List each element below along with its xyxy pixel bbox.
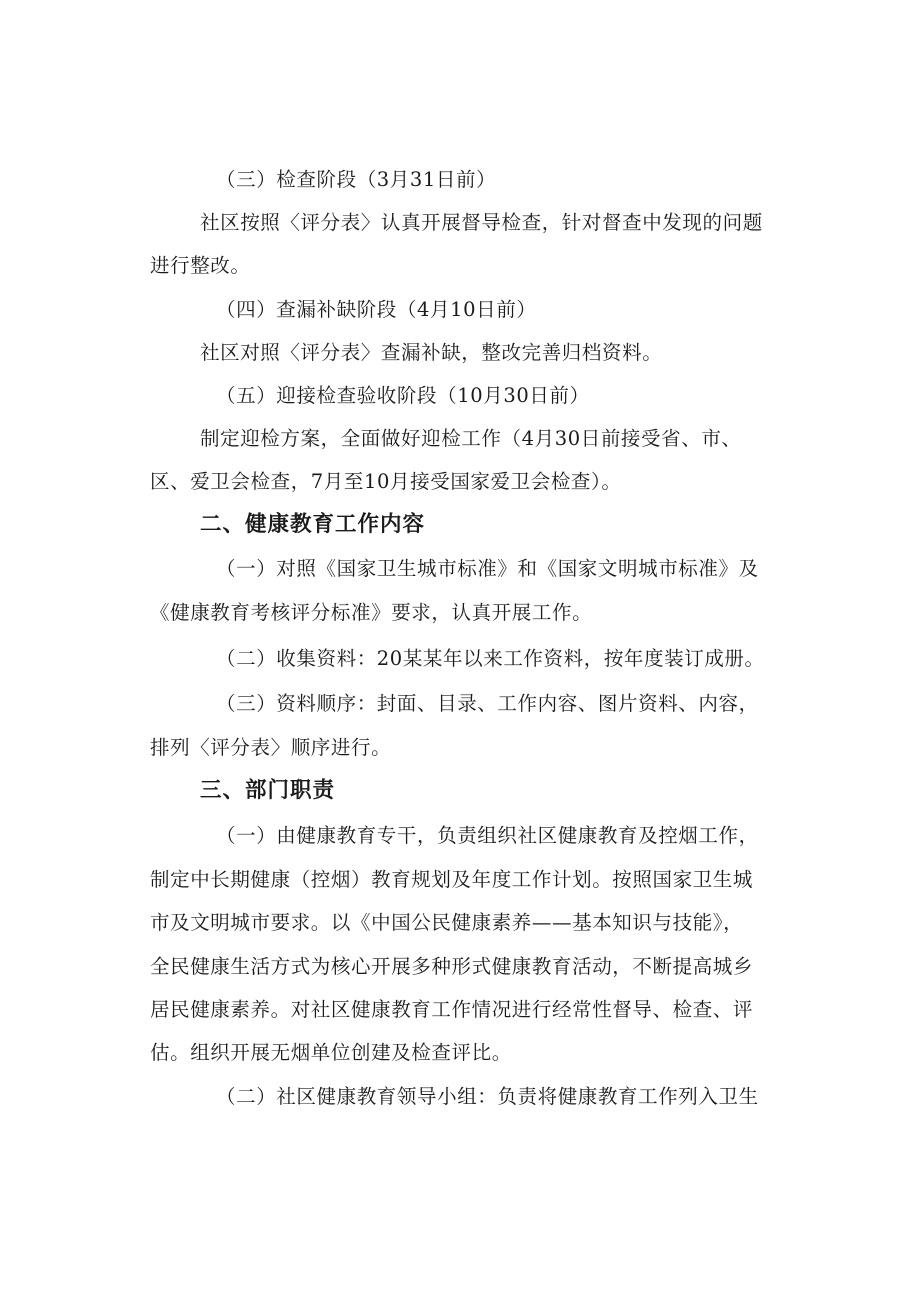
paragraph-line: （二）收集资料：20某某年以来工作资料，按年度装订成册。 [216, 647, 765, 670]
paragraph-line: 制定迎检方案，全面做好迎检工作（4月30日前接受省、市、 [200, 427, 742, 450]
paragraph-line: 区、爱卫会检查，7月至10月接受国家爱卫会检查）。 [150, 470, 622, 493]
paragraph-line: 制定中长期健康（控烟）教育规划及年度工作计划。按照国家卫生城 [150, 868, 754, 891]
paragraph-line: （三）资料顺序：封面、目录、工作内容、图片资料、内容， [216, 692, 759, 715]
paragraph-line: （五）迎接检查验收阶段（10月30日前） [216, 384, 590, 407]
paragraph-line: 市及文明城市要求。以《中国公民健康素养——基本知识与技能》， [150, 911, 744, 934]
paragraph-line: 排列〈评分表〉顺序进行。 [150, 736, 392, 759]
paragraph-line: （一）由健康教育专干，负责组织社区健康教育及控烟工作， [216, 824, 759, 847]
paragraph-line: （四）查漏补缺阶段（4月10日前） [216, 298, 537, 321]
paragraph-line: 估。组织开展无烟单位创建及检查评比。 [150, 1041, 512, 1064]
paragraph-line: 《健康教育考核评分标准》要求，认真开展工作。 [150, 601, 593, 624]
section-heading: 二、健康教育工作内容 [200, 512, 426, 537]
section-heading: 三、部门职责 [200, 778, 336, 803]
paragraph-line: 全民健康生活方式为核心开展多种形式健康教育活动，不断提高城乡 [150, 955, 754, 978]
paragraph-line: （一）对照《国家卫生城市标准》和《国家文明城市标准》及 [216, 557, 759, 580]
paragraph-line: （二）社区健康教育领导小组：负责将健康教育工作列入卫生 [216, 1085, 759, 1108]
paragraph-line: 社区按照〈评分表〉认真开展督导检查，针对督查中发现的问题 [200, 211, 763, 234]
paragraph-line: 居民健康素养。对社区健康教育工作情况进行经常性督导、检查、评 [150, 998, 754, 1021]
paragraph-line: （三）检查阶段（3月31日前） [216, 168, 497, 191]
paragraph-line: 社区对照〈评分表〉查漏补缺，整改完善归档资料。 [200, 341, 663, 364]
paragraph-line: 进行整改。 [150, 254, 251, 277]
